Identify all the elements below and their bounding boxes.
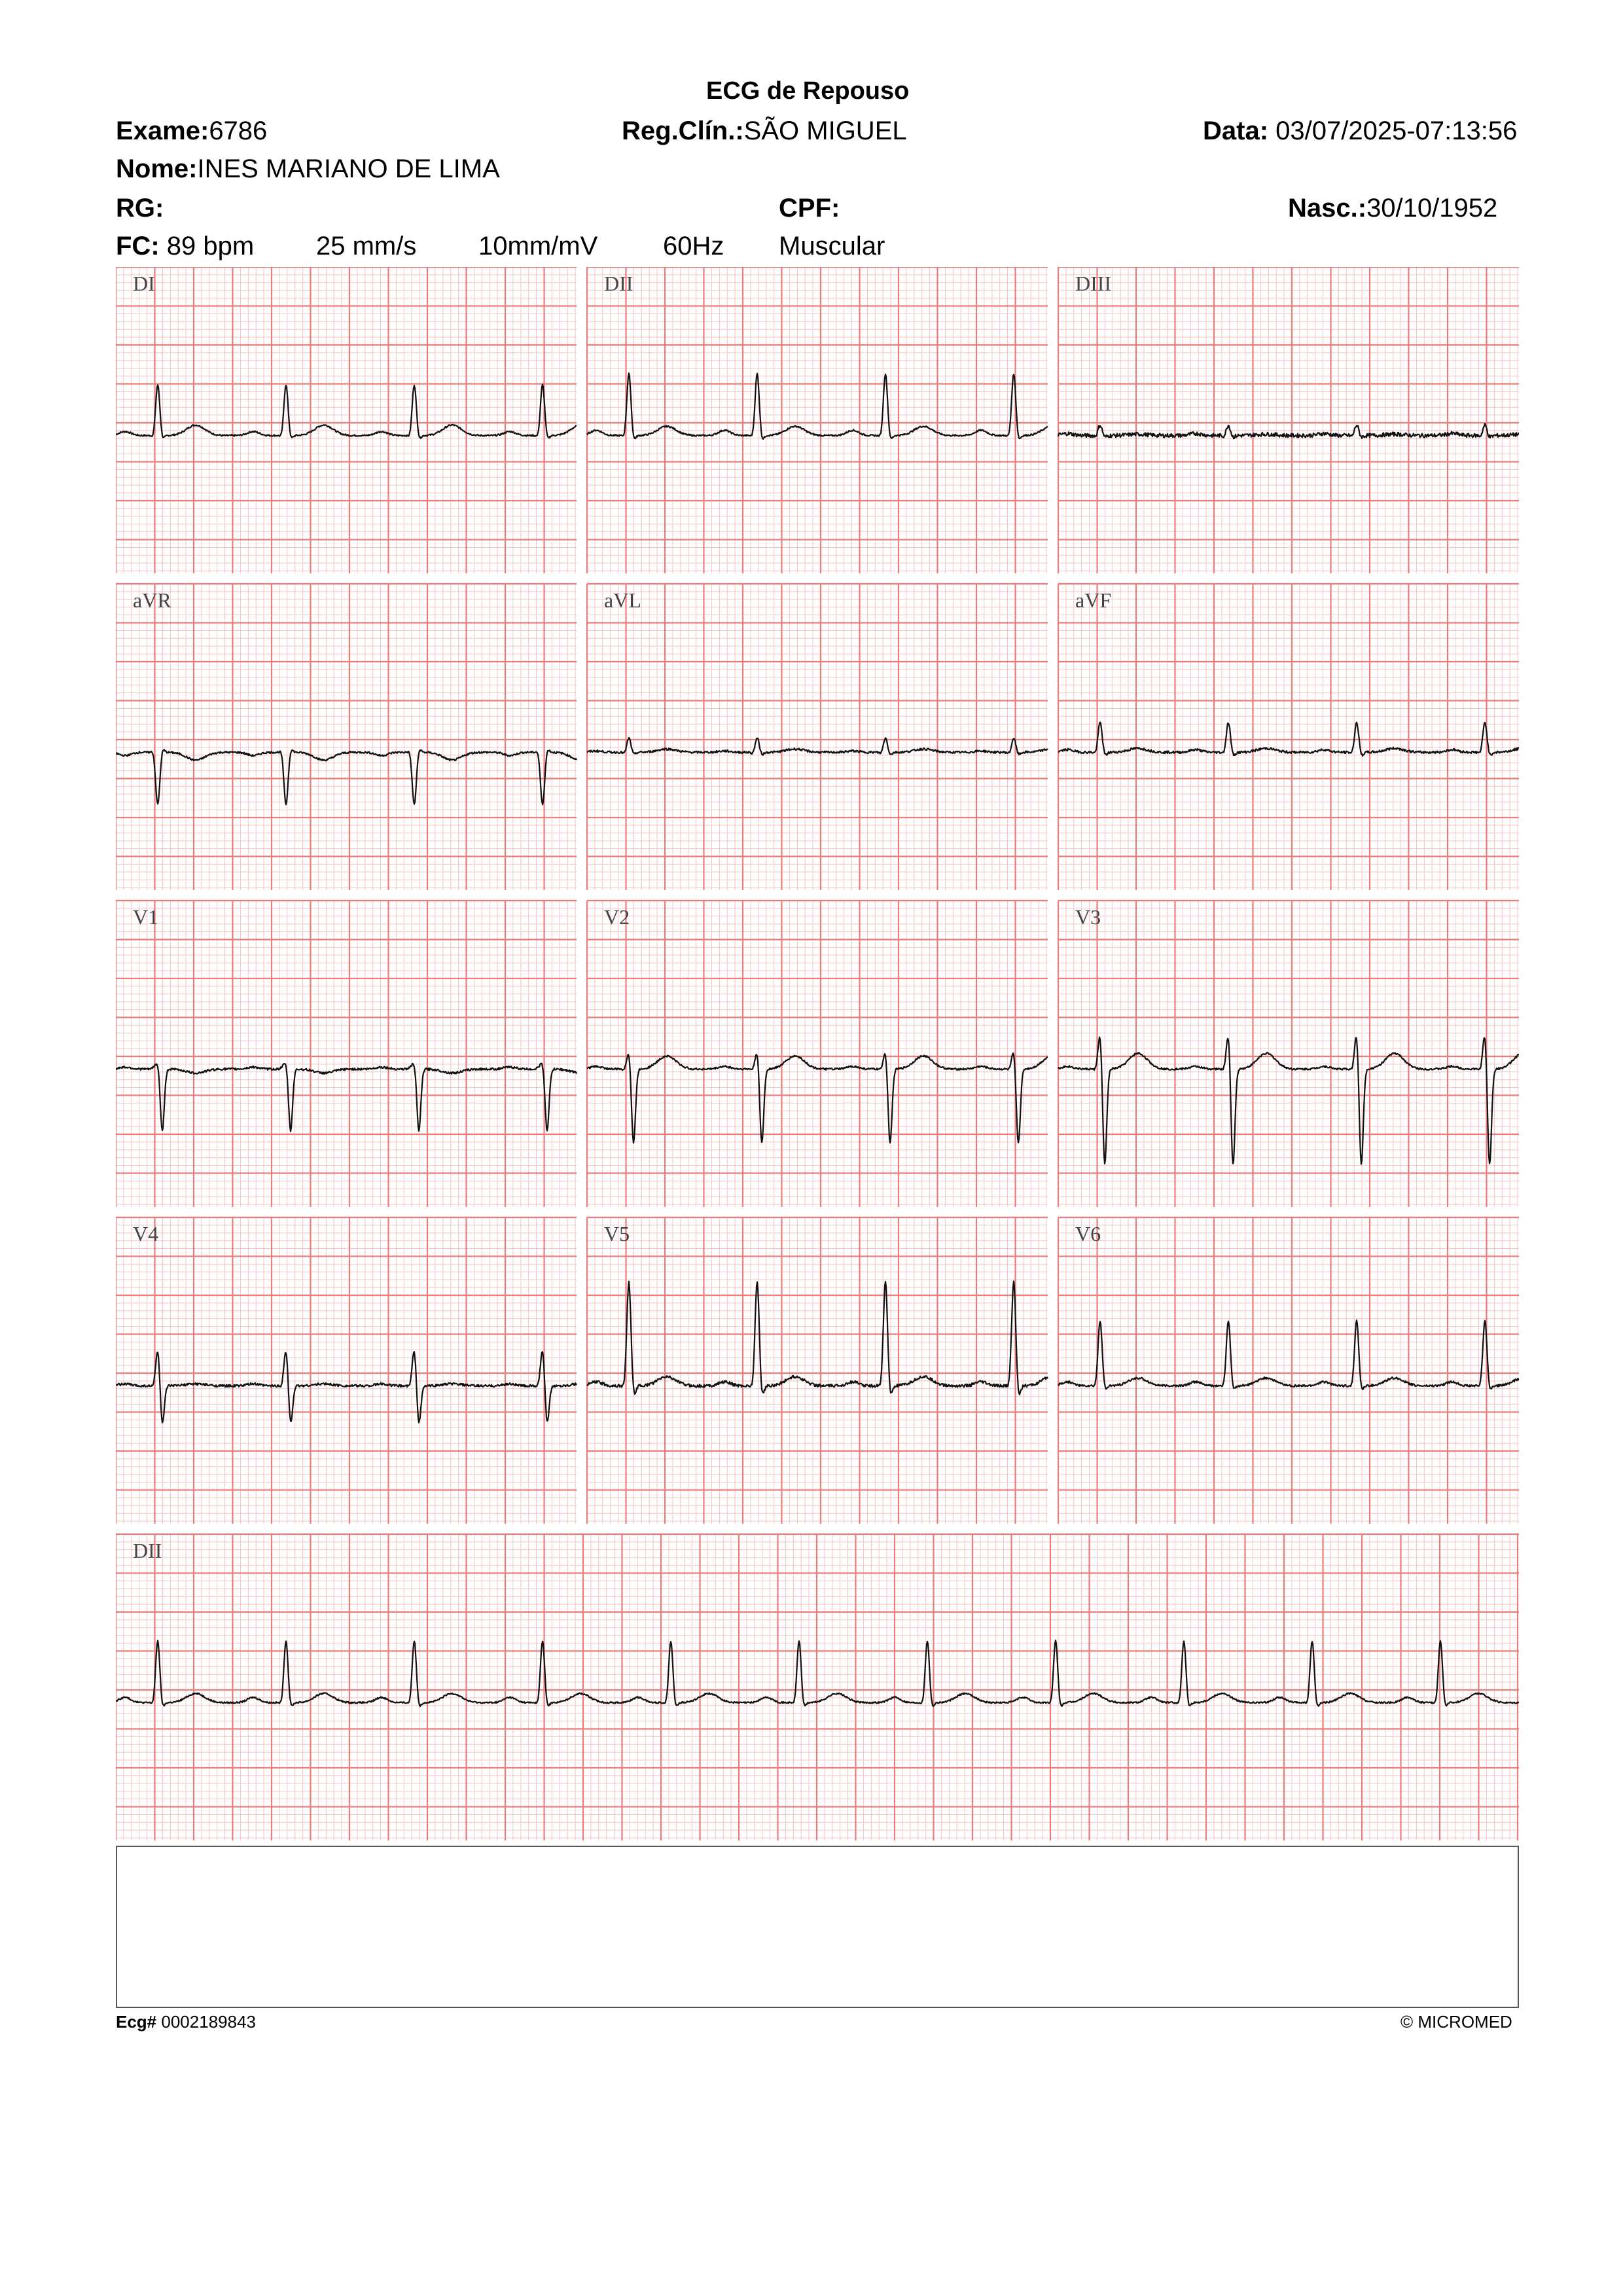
ecg-trace-v5 [587,1282,1048,1395]
ecg-trace-avr [116,750,577,805]
lead-label: DII [604,272,633,295]
date-field [1203,117,1517,146]
ecg-trace-v2 [587,1053,1048,1143]
ecg-id [116,2012,256,2032]
filter-value: Muscular [779,232,885,260]
grid-panel [116,901,577,1207]
hr-label: FC: [116,232,160,260]
birth-label: Nasc.: [1288,194,1367,223]
grid-panel [1058,1217,1519,1524]
grid-panel [116,1217,577,1524]
ecg-trace-v6 [1058,1320,1519,1390]
ecg-id-label: Ecg# [116,2012,157,2032]
birth-value: 30/10/1952 [1366,194,1498,223]
report-title: ECG de Repouso [706,77,910,105]
birth-field [1288,194,1497,223]
lead-label: V2 [604,905,630,929]
clinic-label: Reg.Clín.: [622,117,744,145]
clinic-value: SÃO MIGUEL [743,117,907,145]
ecg-trace-v1 [116,1064,577,1132]
date-label: Data: [1203,117,1269,145]
hr-field [116,232,254,261]
ecg-id-value: 0002189843 [161,2012,256,2032]
grid-panel [587,901,1048,1207]
grid-panel [1058,901,1519,1207]
clinic-field [622,117,907,146]
lead-label: V5 [604,1222,630,1246]
lead-label: V4 [133,1222,159,1246]
gain-value: 10mm/mV [478,232,598,260]
ecg-trace-di [116,384,577,438]
ecg-trace-dii [587,373,1048,439]
lead-label: V1 [133,905,159,929]
grid-panel [587,1217,1048,1524]
name-label: Nome: [116,154,198,183]
grid-panel [587,584,1048,890]
lead-label: aVL [604,588,641,612]
speed-value: 25 mm/s [316,232,417,260]
name-field [116,154,500,184]
exam-field [116,117,267,146]
cpf-label: CPF: [779,194,840,223]
lead-label: aVR [133,588,171,612]
grid-panel [1058,267,1519,573]
grid-panel [116,584,577,890]
notch-value: 60Hz [663,232,724,260]
grid-panel [1058,584,1519,890]
copyright: © MICROMED [1400,2012,1512,2032]
grid-panel [587,267,1048,573]
rg-field [116,194,164,223]
grid-panel [116,267,577,573]
cpf-field [779,194,840,223]
ecg-chart [116,267,1519,1846]
date-value: 03/07/2025-07:13:56 [1275,117,1518,145]
hr-value: 89 bpm [166,232,255,260]
rg-label: RG: [116,194,164,223]
lead-label: DII [133,1539,162,1562]
lead-label: DI [133,272,155,295]
lead-label: aVF [1075,588,1112,612]
ecg-trace-diii [1058,423,1519,439]
lead-label: DIII [1075,272,1112,295]
lead-label: V6 [1075,1222,1101,1246]
exam-label: Exame: [116,117,209,145]
exam-value: 6786 [209,117,268,145]
comment-box [116,1846,1519,2008]
name-value: INES MARIANO DE LIMA [197,154,500,183]
lead-label: V3 [1075,905,1101,929]
